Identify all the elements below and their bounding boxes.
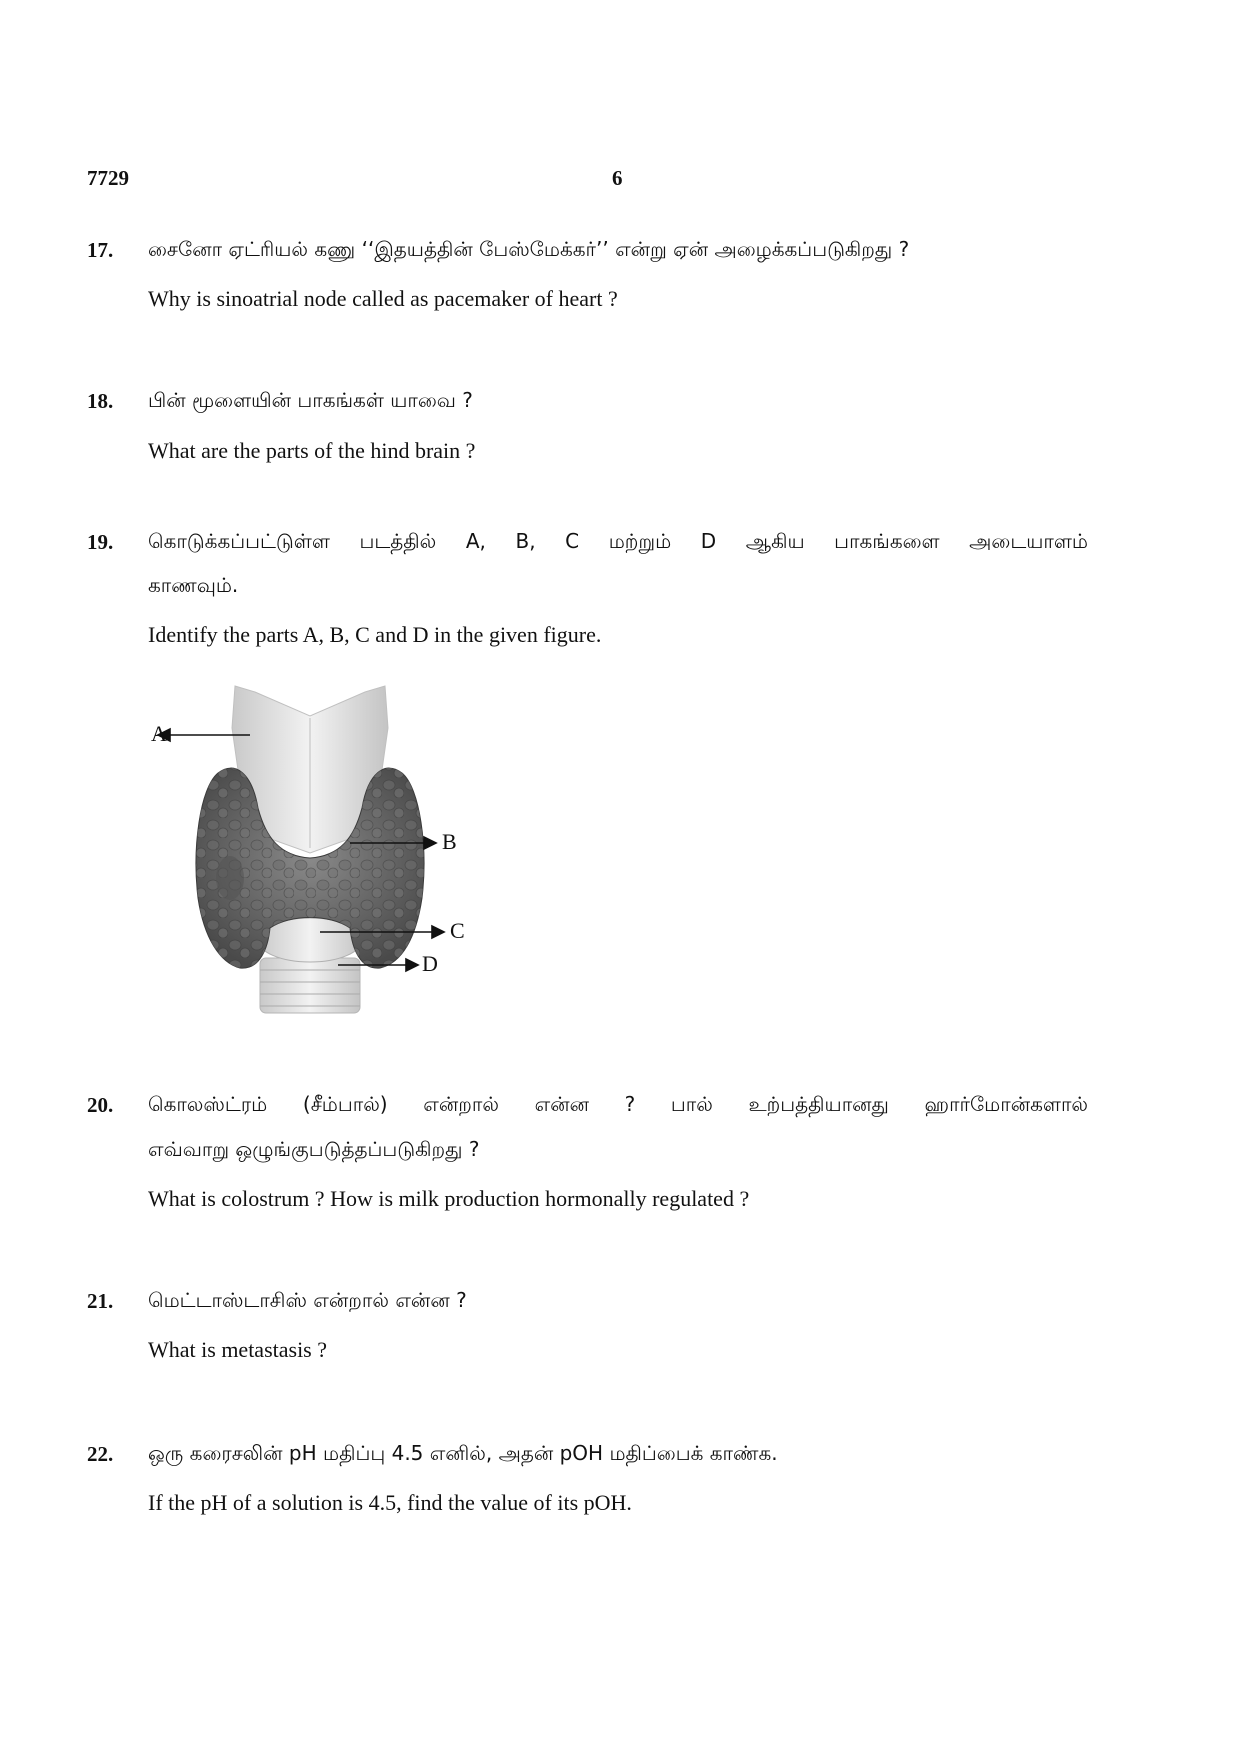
question-17-number: 17. [87,238,114,262]
figure-label-b: B [442,829,457,854]
question-19-tamil-line2: காணவும். [148,573,239,597]
question-22-tamil: ஒரு கரைசலின் pH மதிப்பு 4.5 எனில், அதன் pOH மதிப்பைக் காண்க. [148,1441,778,1465]
question-21-english: What is metastasis ? [148,1337,328,1362]
question-19-tamil-line1: கொடுக்கப்பட்டுள்ள படத்தில் A, B, C மற்றும் D ஆகிய பாகங்களை அடையாளம் [148,529,1088,553]
thyroid-figure [140,678,500,1028]
question-21-number: 21. [87,1289,114,1313]
question-19-english: Identify the parts A, B, C and D in the given figure. [148,622,602,647]
question-22-english: If the pH of a solution is 4.5, find the value of its pOH. [148,1490,632,1515]
question-18-number: 18. [87,389,114,413]
question-19-number: 19. [87,530,114,554]
question-18-tamil: பின் மூளையின் பாகங்கள் யாவை ? [148,388,473,412]
question-17-tamil: சைனோ ஏட்ரியல் கணு ‘‘இதயத்தின் பேஸ்மேக்கர்’’ என்று ஏன் அழைக்கப்படுகிறது ? [148,237,910,261]
question-20-english: What is colostrum ? How is milk production hormonally regulated ? [148,1186,750,1211]
question-18-english: What are the parts of the hind brain ? [148,438,476,463]
figure-label-c: C [450,918,465,943]
question-21-tamil: மெட்டாஸ்டாசிஸ் என்றால் என்ன ? [148,1288,467,1312]
figure-label-d: D [422,951,438,976]
question-20-tamil-line1: கொலஸ்ட்ரம் (சீம்பால்) என்றால் என்ன ? பால் உற்பத்தியானது ஹார்மோன்களால் [148,1092,1088,1116]
question-17-english: Why is sinoatrial node called as pacemaker of heart ? [148,286,618,311]
header-code: 7729 [87,166,129,190]
question-22-number: 22. [87,1442,114,1466]
question-20-tamil-line2: எவ்வாறு ஒழுங்குபடுத்தப்படுகிறது ? [148,1137,480,1161]
page-number: 6 [612,166,623,190]
trachea [260,958,360,1013]
figure-label-a: A [151,721,167,746]
question-20-number: 20. [87,1093,114,1117]
